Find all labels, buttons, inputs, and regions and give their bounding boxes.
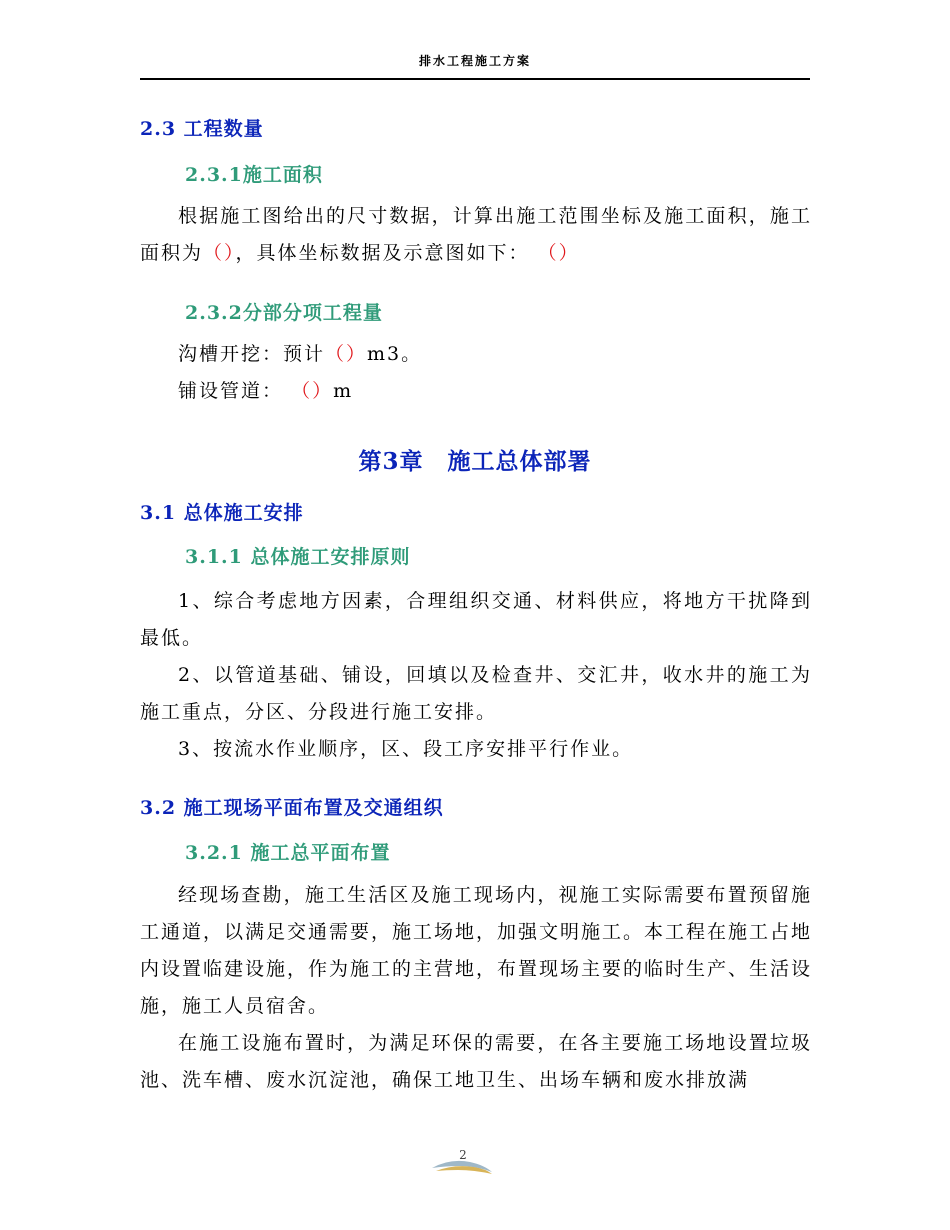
heading-3-1: 3.1 总体施工安排 bbox=[140, 502, 304, 524]
running-header: 排水工程施工方案 bbox=[418, 54, 531, 68]
list-item-3: 3、按流水作业顺序，区、段工序安排平行作业。 bbox=[178, 738, 634, 760]
blank-pipe-length: （） bbox=[291, 380, 334, 402]
heading-2-3-1: 2.3.1施工面积 bbox=[185, 164, 323, 186]
chapter-title: 第3章 施工总体部署 bbox=[358, 448, 592, 475]
trench-unit: m3。 bbox=[367, 343, 423, 365]
blank-area-value: （） bbox=[203, 242, 236, 264]
trench-label: 沟槽开挖：预计 bbox=[178, 343, 326, 365]
paragraph-site-layout: 经现场查勘，施工生活区及施工现场内，视施工实际需要布置预留施工通道，以满足交通需要，施工场地，加强文明施工。本工程在施工占地内设置临建设施，作为施工的主营地，布置现场主要的临时生产、生活设施，施工人员宿舍。 bbox=[140, 884, 813, 1017]
heading-3-1-1: 3.1.1 总体施工安排原则 bbox=[185, 546, 411, 568]
pipe-unit: m bbox=[333, 380, 354, 402]
paragraph-construction-area bbox=[140, 198, 812, 272]
line-pipe-laying bbox=[178, 373, 818, 410]
list-item-1: 1、综合考虑地方因素，合理组织交通、材料供应，将地方干扰降到最低。 bbox=[140, 590, 812, 649]
heading-2-3-2: 2.3.2分部分项工程量 bbox=[185, 302, 383, 324]
line-trench-excavation bbox=[178, 336, 818, 373]
blank-coordinate-data: （） bbox=[537, 242, 580, 264]
header-divider bbox=[140, 78, 810, 80]
paragraph-environmental: 在施工设施布置时，为满足环保的需要，在各主要施工场地设置垃圾池、洗车槽、废水沉淀池，确保工地卫生、出场车辆和废水排放满 bbox=[140, 1032, 812, 1091]
heading-2-3: 2.3 工程数量 bbox=[140, 118, 264, 140]
heading-3-2-1: 3.2.1 施工总平面布置 bbox=[185, 842, 391, 864]
paragraph-text-a: 根据施工图给出的尺寸数据，计算出施工范围坐标及施工面积，施工面积为 bbox=[140, 205, 812, 264]
pipe-label: 铺设管道： bbox=[178, 380, 284, 402]
heading-3-2: 3.2 施工现场平面布置及交通组织 bbox=[140, 797, 444, 819]
page-number: 2 bbox=[459, 1148, 467, 1162]
blank-trench-volume: （） bbox=[325, 343, 368, 365]
list-item-2: 2、以管道基础、铺设，回填以及检查井、交汇井，收水井的施工为施工重点，分区、分段进行施工安排。 bbox=[140, 664, 812, 723]
paragraph-text-b: ，具体坐标数据及示意图如下： bbox=[235, 242, 530, 264]
